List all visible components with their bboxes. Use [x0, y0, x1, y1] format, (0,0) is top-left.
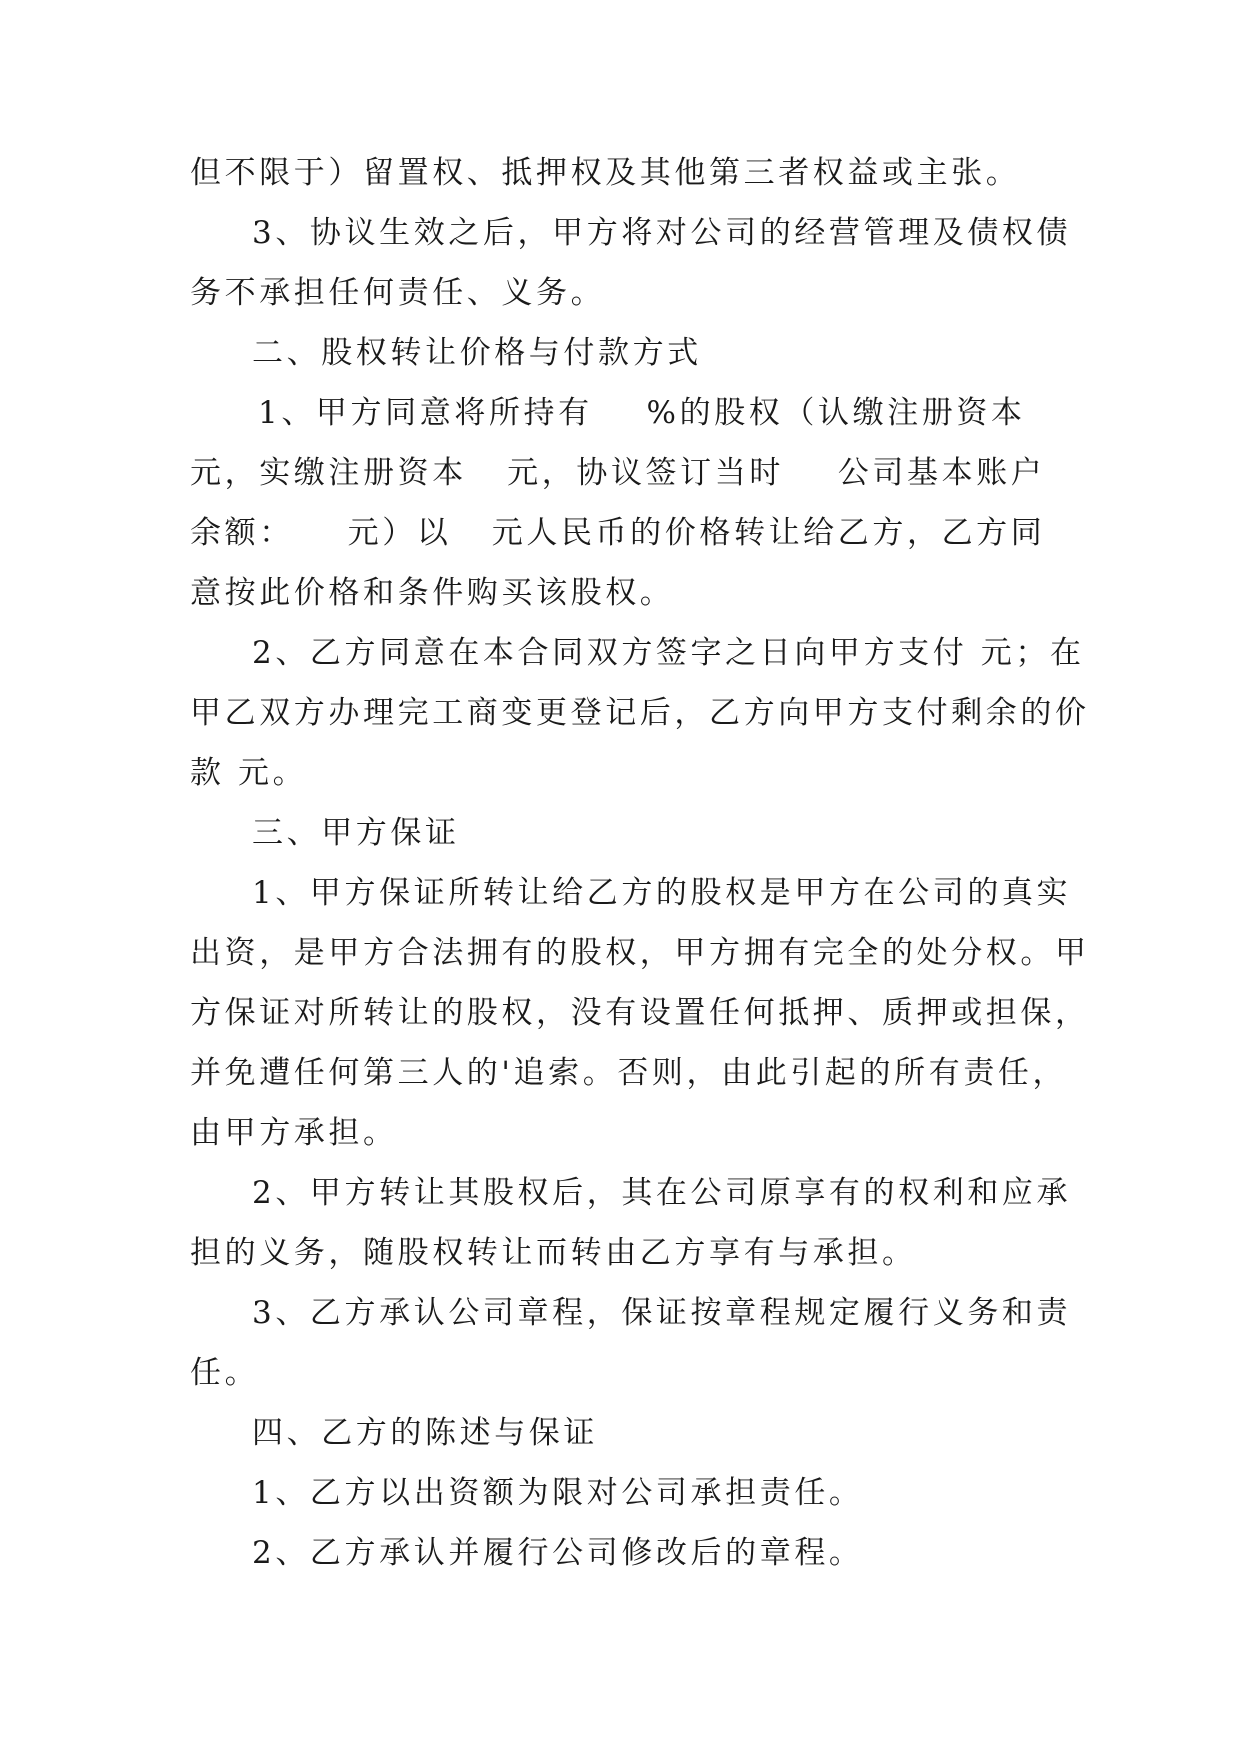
text-line: 意按此价格和条件购买该股权。	[190, 575, 675, 611]
text-line: 并免遭任何第三人的'追索。否则，由此引起的所有责任，	[190, 1055, 1068, 1091]
text-line: 方保证对所转让的股权，没有设置任何抵押、质押或担保，	[190, 995, 1090, 1031]
text-line: 甲乙双方办理完工商变更登记后，乙方向甲方支付剩余的价	[190, 695, 1090, 731]
text-line: 2、甲方转让其股权后，其在公司原享有的权利和应承	[252, 1175, 1072, 1211]
text-line: 1、乙方以出资额为限对公司承担责任。	[252, 1475, 864, 1511]
text-line: 出资，是甲方合法拥有的股权，甲方拥有完全的处分权。甲	[190, 935, 1090, 971]
section-heading: 四、乙方的陈述与保证	[252, 1415, 598, 1451]
text-line: 3、协议生效之后，甲方将对公司的经营管理及债权债	[252, 215, 1072, 251]
text-line: 2、乙方承认并履行公司修改后的章程。	[252, 1535, 864, 1571]
text-line: 由甲方承担。	[190, 1115, 398, 1151]
text-line: 但不限于）留置权、抵押权及其他第三者权益或主张。	[190, 155, 1021, 191]
text-line: 务不承担任何责任、义务。	[190, 275, 606, 311]
text-line: 元，实缴注册资本 元，协议签订当时 公司基本账户	[190, 455, 1046, 491]
text-line: 担的义务，随股权转让而转由乙方享有与承担。	[190, 1235, 917, 1271]
section-heading: 二、股权转让价格与付款方式	[252, 335, 702, 371]
text-line: 余额： 元）以 元人民币的价格转让给乙方，乙方同	[190, 515, 1046, 551]
text-line: 1、甲方保证所转让给乙方的股权是甲方在公司的真实	[252, 875, 1072, 911]
text-line: 3、乙方承认公司章程，保证按章程规定履行义务和责	[252, 1295, 1072, 1331]
text-line: 任。	[190, 1355, 260, 1391]
text-line: 1、甲方同意将所持有 %的股权（认缴注册资本	[258, 395, 1026, 431]
section-heading: 三、甲方保证	[252, 815, 460, 851]
text-line: 2、乙方同意在本合同双方签字之日向甲方支付 元；在	[252, 635, 1085, 671]
text-line: 款 元。	[190, 755, 308, 791]
